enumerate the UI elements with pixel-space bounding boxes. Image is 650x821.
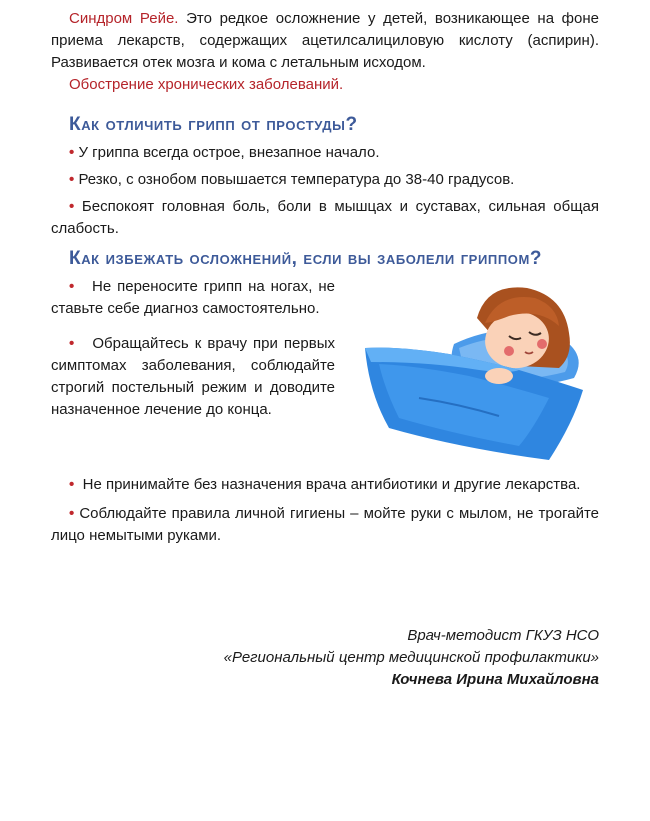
list-item: • Резко, с ознобом повышается температура до 38-40 градусов. [69,171,515,188]
bullet-icon: • [69,505,75,522]
document-page [51,8,599,547]
reye-term: Синдром Рейе. [69,10,179,27]
section-heading-avoid-complications: Как избежать осложнений, если вы заболели гриппом? [69,248,543,269]
author-name: Кочнева Ирина Михайловна [391,671,599,688]
bullet-icon: • [69,335,75,352]
sick-person-in-bed-icon [359,278,599,467]
bullet-icon: • [69,144,75,161]
section-heading-flu-vs-cold: Как отличить грипп от простуды? [69,114,358,135]
bullet-icon: • [69,171,75,188]
bullets-with-illustration [51,276,599,467]
list-item: • Не переносите грипп на ногах, не ставьте себе диагноз самостоятельно. [51,278,335,317]
reye-text: Это редкое осложнение у детей, возникающее на фоне приема лекарств, содержащих ацетилсалициловую кислоту (аспирин). Развивается отек мозга и кома с летальным исходом. [51,10,599,71]
list-item: • Обращайтесь к врачу при первых симптомах заболевания, соблюдайте строгий постельный режим и доводите назначенное лечение до конца. [51,335,335,418]
chronic-diseases-item: Обострение хронических заболеваний. [69,76,344,93]
bullet-icon: • [69,198,75,215]
list-item: • Не принимайте без назначения врача антибиотики и другие лекарства. [69,476,581,493]
bullet-icon: • [69,476,75,493]
author-position: Врач-методист ГКУЗ НСО [407,627,599,644]
reye-paragraph [51,8,599,74]
bullet-icon: • [69,278,75,295]
author-signature [224,625,599,691]
list-item: • Беспокоят головная боль, боли в мышцах и суставах, сильная общая слабость. [51,198,600,237]
list-item: • У гриппа всегда острое, внезапное начало. [69,144,380,161]
text-column [51,276,335,421]
author-organization: «Региональный центр медицинской профилактики» [223,649,599,666]
list-item: • Соблюдайте правила личной гигиены – мойте руки с мылом, не трогайте лицо немытыми руками. [51,505,599,544]
